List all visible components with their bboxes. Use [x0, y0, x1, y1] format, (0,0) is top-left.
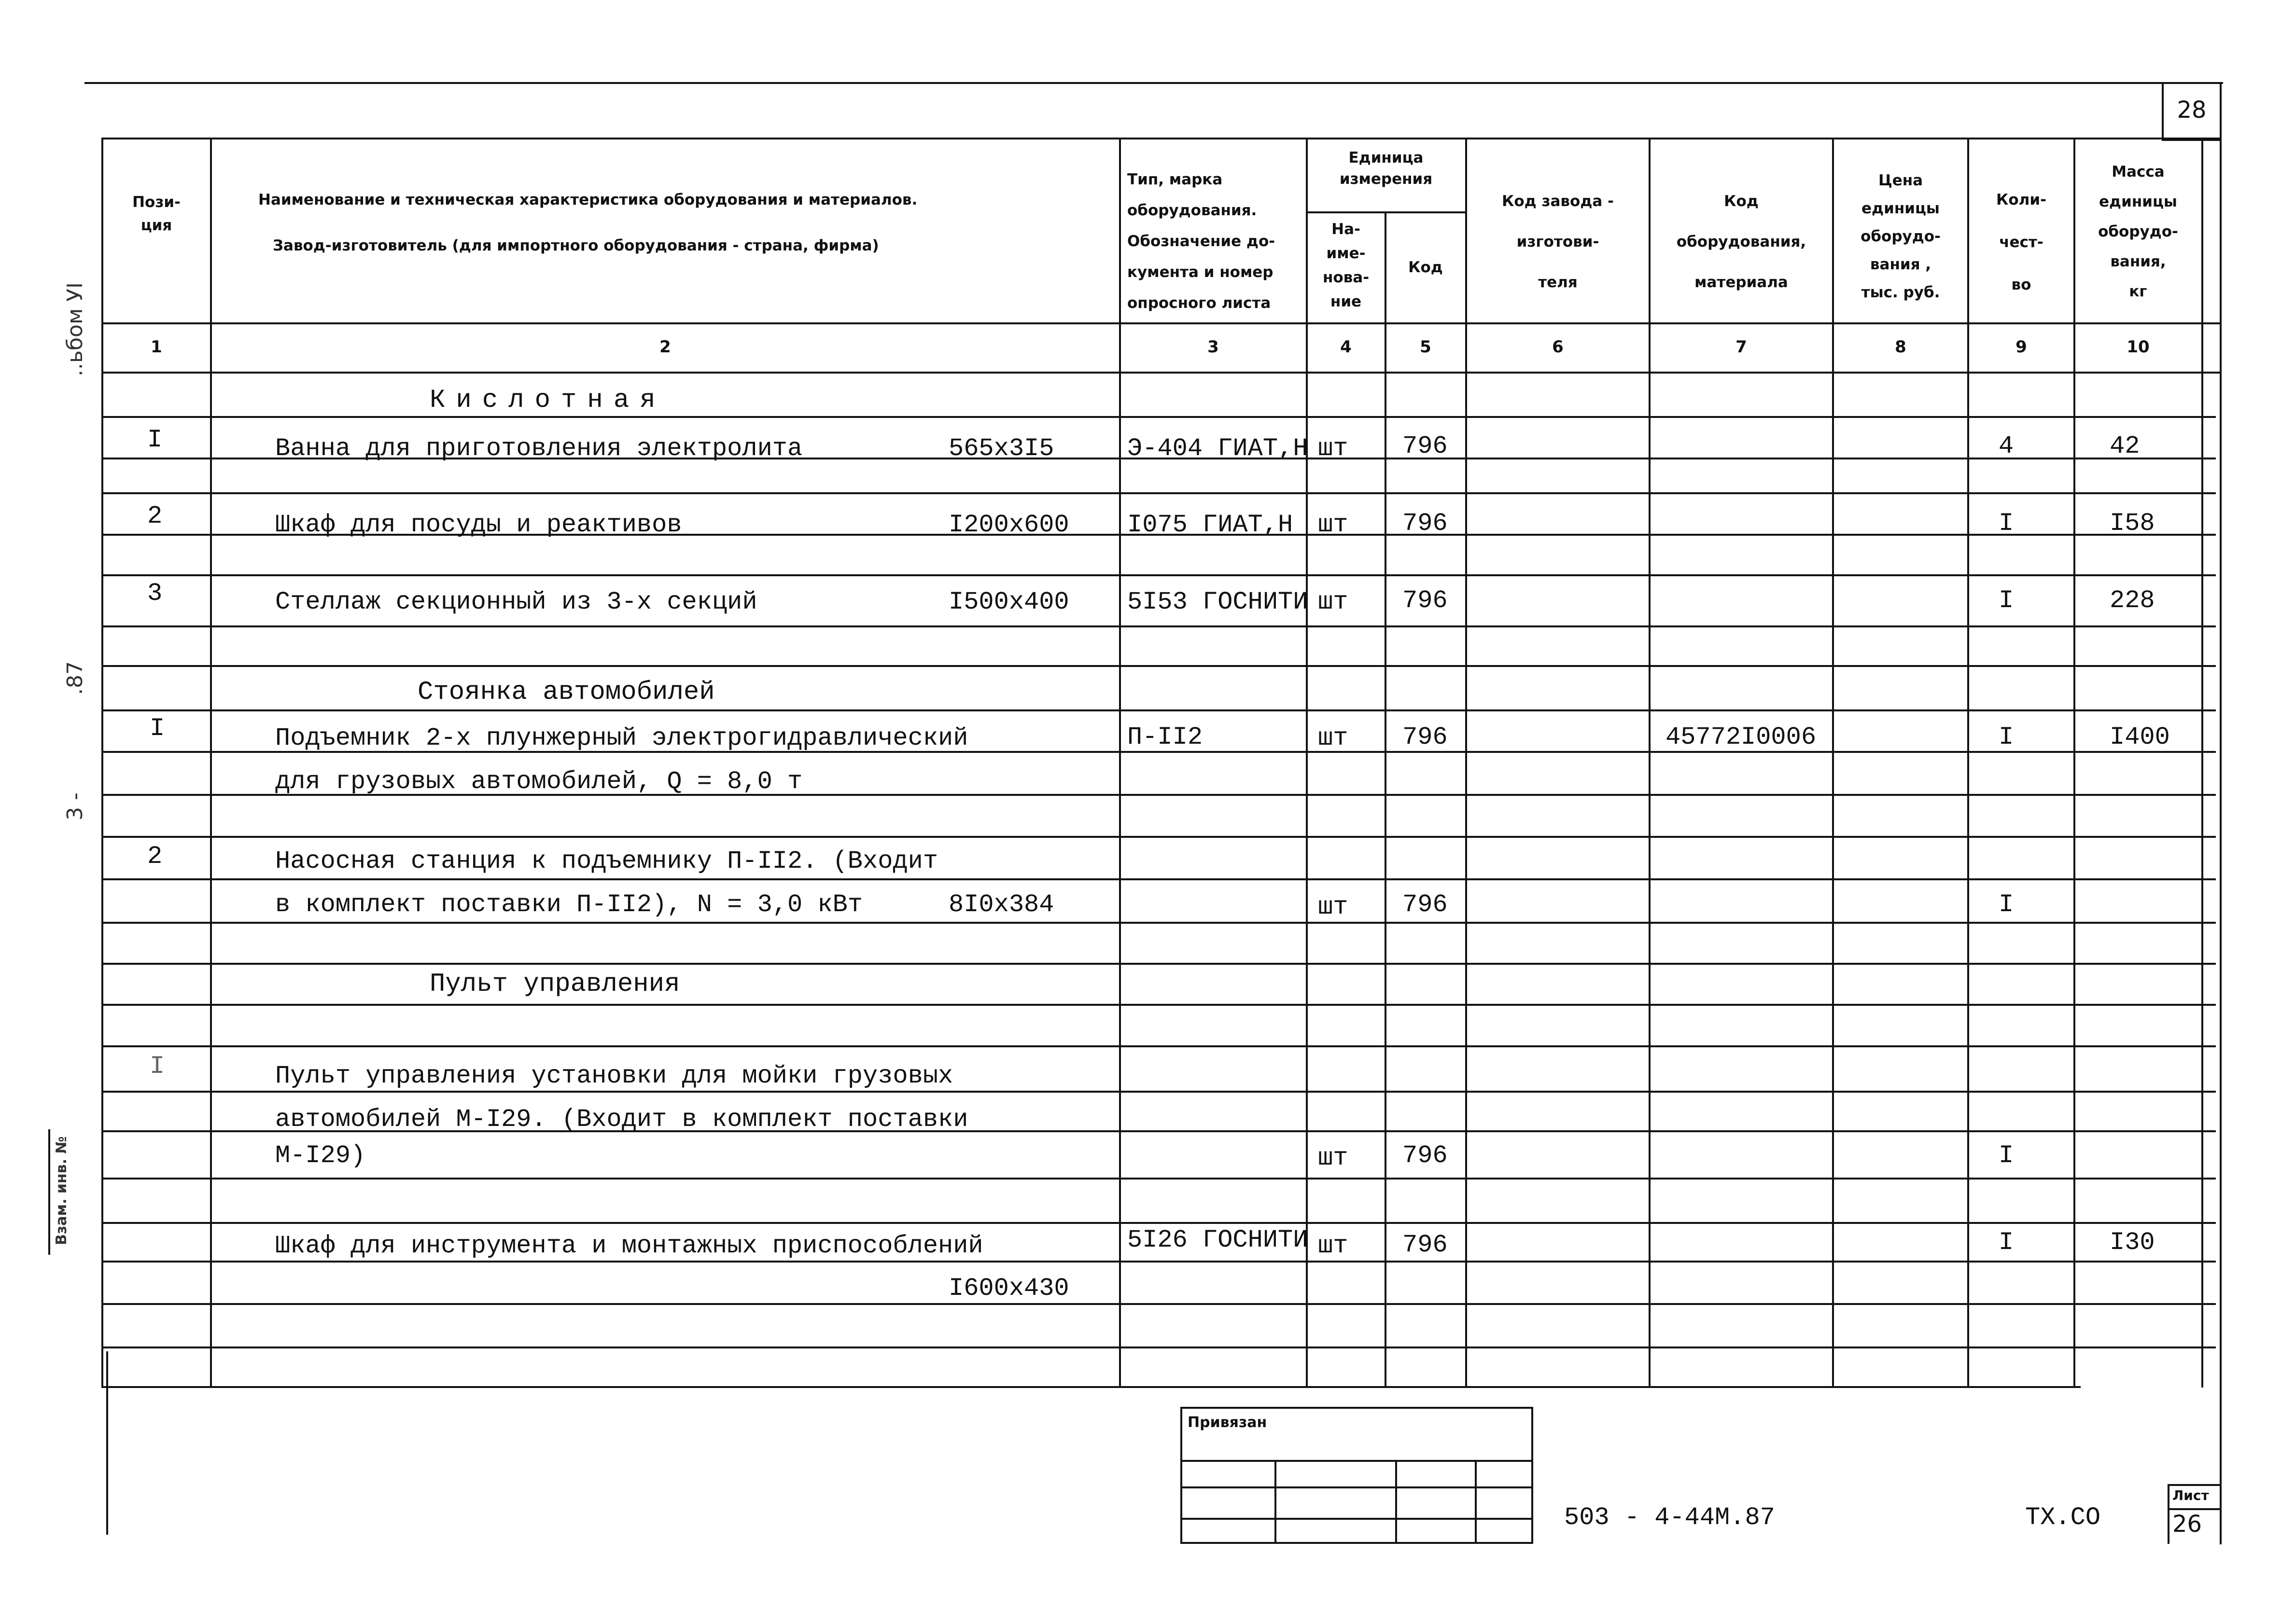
- row-name: Шкаф для инструмента и монтажных приспособлений: [275, 1232, 983, 1260]
- vzam-note: Взам. инв. №: [53, 1136, 70, 1245]
- row-quantity: I: [1999, 586, 2014, 615]
- header-mass: Масса единицы оборудо- вания, кг: [2098, 163, 2178, 300]
- colnum-6: 6: [1552, 337, 1564, 357]
- top-rule: [84, 82, 2223, 84]
- row-mass: I30: [2110, 1228, 2155, 1257]
- section-title-parking: Стоянка автомобилей: [418, 678, 715, 707]
- document-code: 503 - 4-44М.87: [1564, 1503, 1775, 1532]
- colnum-1: 1: [151, 337, 162, 357]
- row-mass: I58: [2110, 509, 2155, 538]
- row-position: 3: [147, 579, 163, 608]
- row-name: Ванна для приготовления электролита: [275, 434, 803, 463]
- row-position: I: [150, 714, 165, 743]
- dash-note: 3 -: [63, 792, 87, 820]
- row-dimensions: I200x600: [949, 511, 1069, 539]
- row-name: Пульт управления установки для мойки грузовых: [275, 1062, 953, 1090]
- row-name-cont: в комплект поставки П-II2), N = 3,0 кВт: [275, 890, 863, 919]
- row-name-cont: для грузовых автомобилей, Q = 8,0 т: [275, 767, 803, 796]
- margin-box-line: [48, 1129, 50, 1255]
- row-unit-code: 796: [1402, 1141, 1448, 1170]
- row-unit: шт: [1318, 588, 1348, 616]
- colnum-9: 9: [2015, 337, 2027, 357]
- row-dimensions: I600x430: [949, 1274, 1069, 1303]
- row-position: I: [150, 1052, 165, 1081]
- row-mass: 228: [2110, 586, 2155, 615]
- row-quantity: I: [1999, 723, 2014, 751]
- row-unit-code: 796: [1402, 432, 1448, 460]
- header-unit-code: Код: [1408, 259, 1443, 276]
- row-unit: шт: [1318, 1144, 1348, 1172]
- row-unit: шт: [1318, 511, 1348, 539]
- row-name: Насосная станция к подъемнику П-II2. (Входит: [275, 847, 938, 875]
- row-dimensions: I500x400: [949, 588, 1069, 616]
- header-quantity: Коли- чест- во: [1996, 191, 2046, 293]
- colnum-2: 2: [659, 337, 671, 357]
- header-position: Пози- ция: [132, 194, 181, 234]
- series-note: .87: [63, 661, 87, 695]
- header-maker-code: Код завода - изготови- теля: [1502, 193, 1614, 291]
- colnum-4: 4: [1340, 337, 1352, 357]
- row-dimensions: 8I0x384: [949, 890, 1054, 919]
- row-position: 2: [147, 842, 163, 871]
- row-type: Э-404 ГИАТ,Н: [1127, 434, 1308, 463]
- row-unit-code: 796: [1402, 586, 1448, 615]
- section-title-control-panel: Пульт управления: [430, 970, 680, 999]
- row-quantity: I: [1999, 509, 2014, 538]
- document-mark: ТХ.СО: [2025, 1503, 2101, 1532]
- row-mass: I400: [2110, 723, 2170, 751]
- header-equipment-code: Код оборудования, материала: [1676, 193, 1806, 291]
- album-note: ..ьбом УI: [63, 282, 87, 376]
- row-unit: шт: [1318, 893, 1348, 921]
- right-border: [2220, 82, 2222, 1544]
- header-price: Цена единицы оборудо- вания , тыс. руб.: [1861, 172, 1941, 301]
- row-name: Шкаф для посуды и реактивов: [275, 511, 682, 539]
- privyazan-label: Привязан: [1188, 1414, 1267, 1431]
- row-unit: шт: [1318, 724, 1348, 752]
- margin-line-lower: [106, 1351, 108, 1535]
- header-unit-name: На- име- нова- ние: [1322, 221, 1370, 310]
- row-name-cont: автомобилей М-I29. (Входит в комплект поставки: [275, 1105, 968, 1134]
- row-type: 5I53 ГОСНИТИ: [1127, 588, 1308, 616]
- row-mass: 42: [2110, 432, 2140, 460]
- row-quantity: I: [1999, 890, 2014, 919]
- colnum-10: 10: [2127, 337, 2150, 357]
- header-unit-group: Единица измерения: [1339, 149, 1433, 188]
- row-name: Подъемник 2-х плунжерный электрогидравлический: [275, 724, 968, 752]
- colnum-8: 8: [1895, 337, 1906, 357]
- colnum-3: 3: [1207, 337, 1219, 357]
- row-dimensions: 565x3I5: [949, 434, 1054, 463]
- row-position: 2: [147, 502, 163, 530]
- row-quantity: I: [1999, 1141, 2014, 1170]
- row-unit-code: 796: [1402, 1231, 1448, 1259]
- header-name-line1: Наименование и техническая характеристика оборудования и материалов.: [258, 191, 918, 208]
- row-name: Стеллаж секционный из 3-х секций: [275, 588, 757, 616]
- header-name-line2: Завод-изготовитель (для импортного оборудования - страна, фирма): [273, 237, 879, 254]
- row-unit-code: 796: [1402, 509, 1448, 538]
- section-title-acid: Кислотная: [430, 386, 666, 415]
- row-type: П-II2: [1127, 723, 1203, 751]
- row-unit-code: 796: [1402, 890, 1448, 919]
- row-type: 5I26 ГОСНИТИ: [1127, 1226, 1308, 1254]
- row-unit-code: 796: [1402, 723, 1448, 751]
- row-name-cont2: М-I29): [275, 1141, 366, 1170]
- sheet-label: Лист: [2172, 1487, 2209, 1503]
- row-quantity: 4: [1999, 432, 2014, 460]
- colnum-5: 5: [1420, 337, 1431, 357]
- colnum-7: 7: [1735, 337, 1747, 357]
- sheet-number: 26: [2172, 1511, 2202, 1538]
- row-quantity: I: [1999, 1228, 2014, 1257]
- row-type: I075 ГИАТ,Н: [1127, 511, 1293, 539]
- row-position: I: [147, 426, 163, 454]
- page-number: 28: [2177, 97, 2207, 124]
- row-unit: шт: [1318, 1232, 1348, 1260]
- header-type: Тип, марка оборудования. Обозначение до- кумента и номер опросного листа: [1127, 171, 1275, 312]
- row-equipment-code: 45772I0006: [1665, 723, 1817, 751]
- row-unit: шт: [1318, 434, 1348, 463]
